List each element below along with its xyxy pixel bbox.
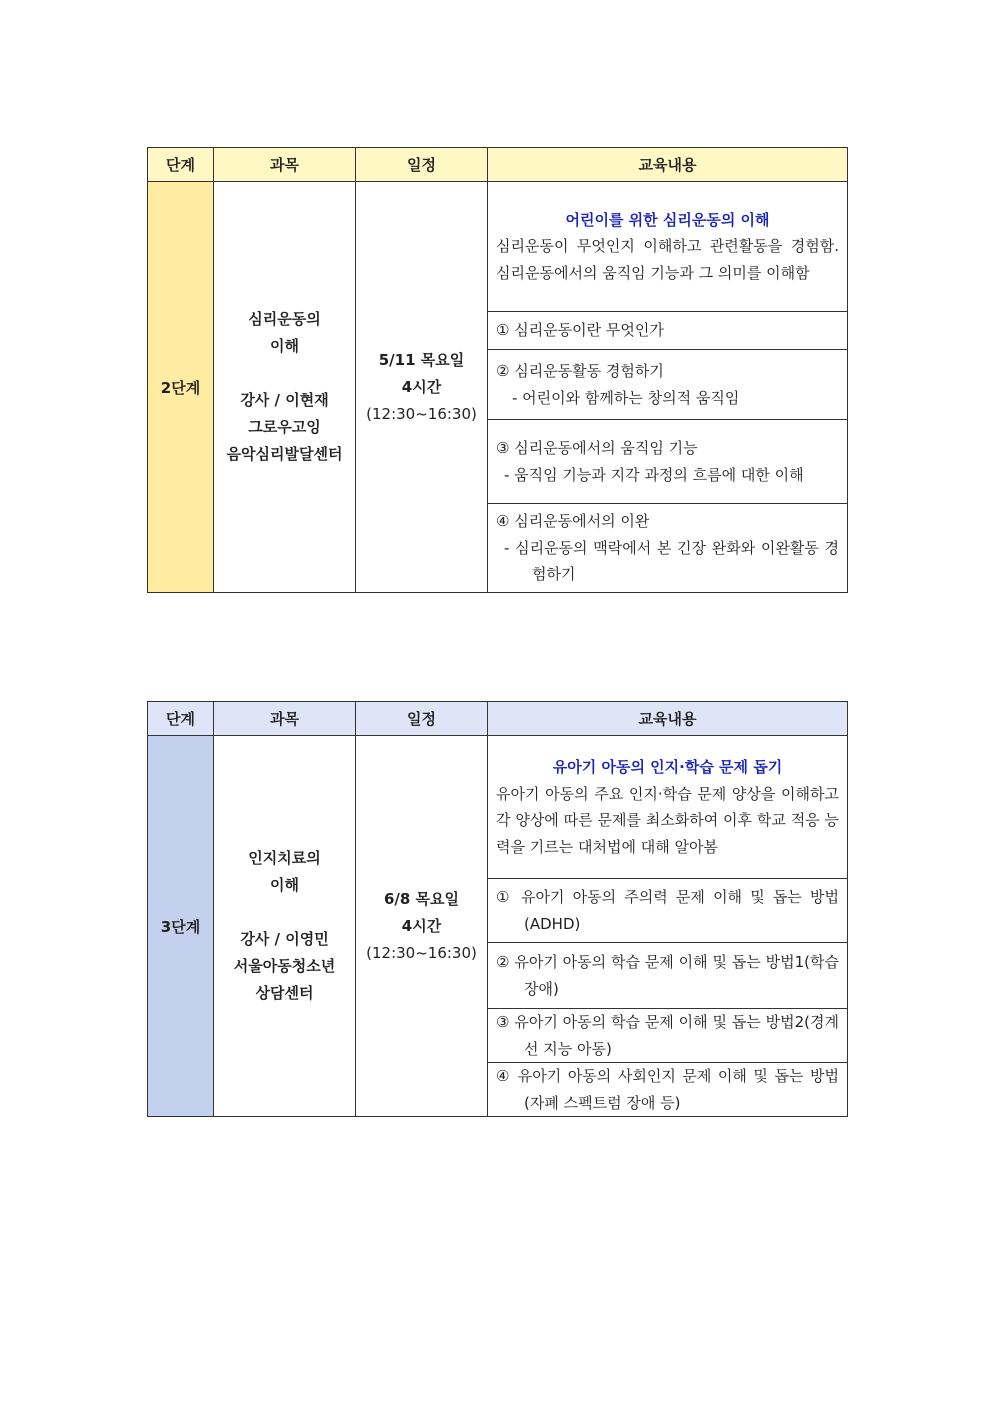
subject-title: 심리운동의 [248,310,321,328]
item-sub: - 어린이와 함께하는 창의적 움직임 [512,388,740,407]
schedule-hours: 4시간 [401,916,442,935]
content-item-1 [488,312,848,350]
header-stage: 단계 [148,148,214,182]
content-item-4 [488,504,848,593]
header-schedule: 일정 [356,148,488,182]
stage-label: 3단계 [148,736,214,1117]
stage2-table [147,147,848,593]
header-subject: 과목 [214,702,356,736]
content-item-1 [488,879,848,943]
header-content: 교육내용 [488,702,848,736]
content-description: 유아기 아동의 주요 인지·학습 문제 양상을 이해하고 각 양상에 따른 문제를 최소화하여 이후 학교 적응 능력을 기르는 대처법에 대해 알아봄 [496,784,839,856]
item-sub: - 심리운동의 맥락에서 본 긴장 완화와 이완활동 경험하기 [504,538,839,584]
item-main: ④ 유아기 아동의 사회인지 문제 이해 및 돕는 방법(자폐 스펙트럼 장애 등) [496,1067,839,1112]
item-main: ② 유아기 아동의 학습 문제 이해 및 돕는 방법1(학습장애) [496,953,839,998]
content-title: 유아기 아동의 인지·학습 문제 돕기 [552,758,783,776]
subject-cell [214,736,356,1117]
header-row [148,702,848,736]
item-main: ② 심리운동활동 경험하기 [496,362,664,380]
subject-title-2: 이해 [270,876,299,894]
schedule-date: 5/11 목요일 [378,350,465,369]
stage-label: 2단계 [148,182,214,593]
lecturer: 강사 / 이현재 [240,391,329,409]
lecturer: 강사 / 이영민 [240,930,329,948]
header-subject: 과목 [214,148,356,182]
content-title: 어린이를 위한 심리운동의 이해 [565,210,770,229]
content-description: 심리운동이 무엇인지 이해하고 관련활동을 경험함. 심리운동에서의 움직임 기능과 그 의미를 이해함 [496,237,839,282]
schedule-date: 6/8 목요일 [383,889,460,908]
header-row [148,148,848,182]
organization-2: 상담센터 [255,984,314,1002]
content-item-2 [488,943,848,1009]
content-summary [488,182,848,312]
subject-title-2: 이해 [270,337,299,355]
table-row [148,736,848,879]
header-schedule: 일정 [356,702,488,736]
organization: 그로우고잉 [248,418,321,436]
subject-cell [214,182,356,593]
schedule-cell [356,736,488,1117]
schedule-cell [356,182,488,593]
schedule-hours: 4시간 [401,377,442,396]
schedule-time: (12:30~16:30) [366,404,477,423]
content-summary [488,736,848,879]
content-item-2 [488,350,848,420]
content-item-3 [488,1009,848,1063]
content-item-4 [488,1063,848,1117]
content-item-3 [488,420,848,504]
stage3-table [147,701,848,1117]
table-row [148,182,848,312]
item-main: ④ 심리운동에서의 이완 [496,512,650,531]
organization: 서울아동청소년 [233,957,336,975]
subject-title: 인지치료의 [248,849,321,867]
item-main: ③ 심리운동에서의 움직임 기능 [496,439,698,457]
organization-2: 음악심리발달센터 [226,445,343,463]
item-main: ① 유아기 아동의 주의력 문제 이해 및 돕는 방법(ADHD) [496,888,839,933]
schedule-time: (12:30~16:30) [366,943,477,962]
header-stage: 단계 [148,702,214,736]
item-sub: - 움직임 기능과 지각 과정의 흐름에 대한 이해 [504,465,804,484]
header-content: 교육내용 [488,148,848,182]
item-main: ③ 유아기 아동의 학습 문제 이해 및 돕는 방법2(경계선 지능 아동) [496,1013,839,1058]
item-main: ① 심리운동이란 무엇인가 [496,321,664,340]
